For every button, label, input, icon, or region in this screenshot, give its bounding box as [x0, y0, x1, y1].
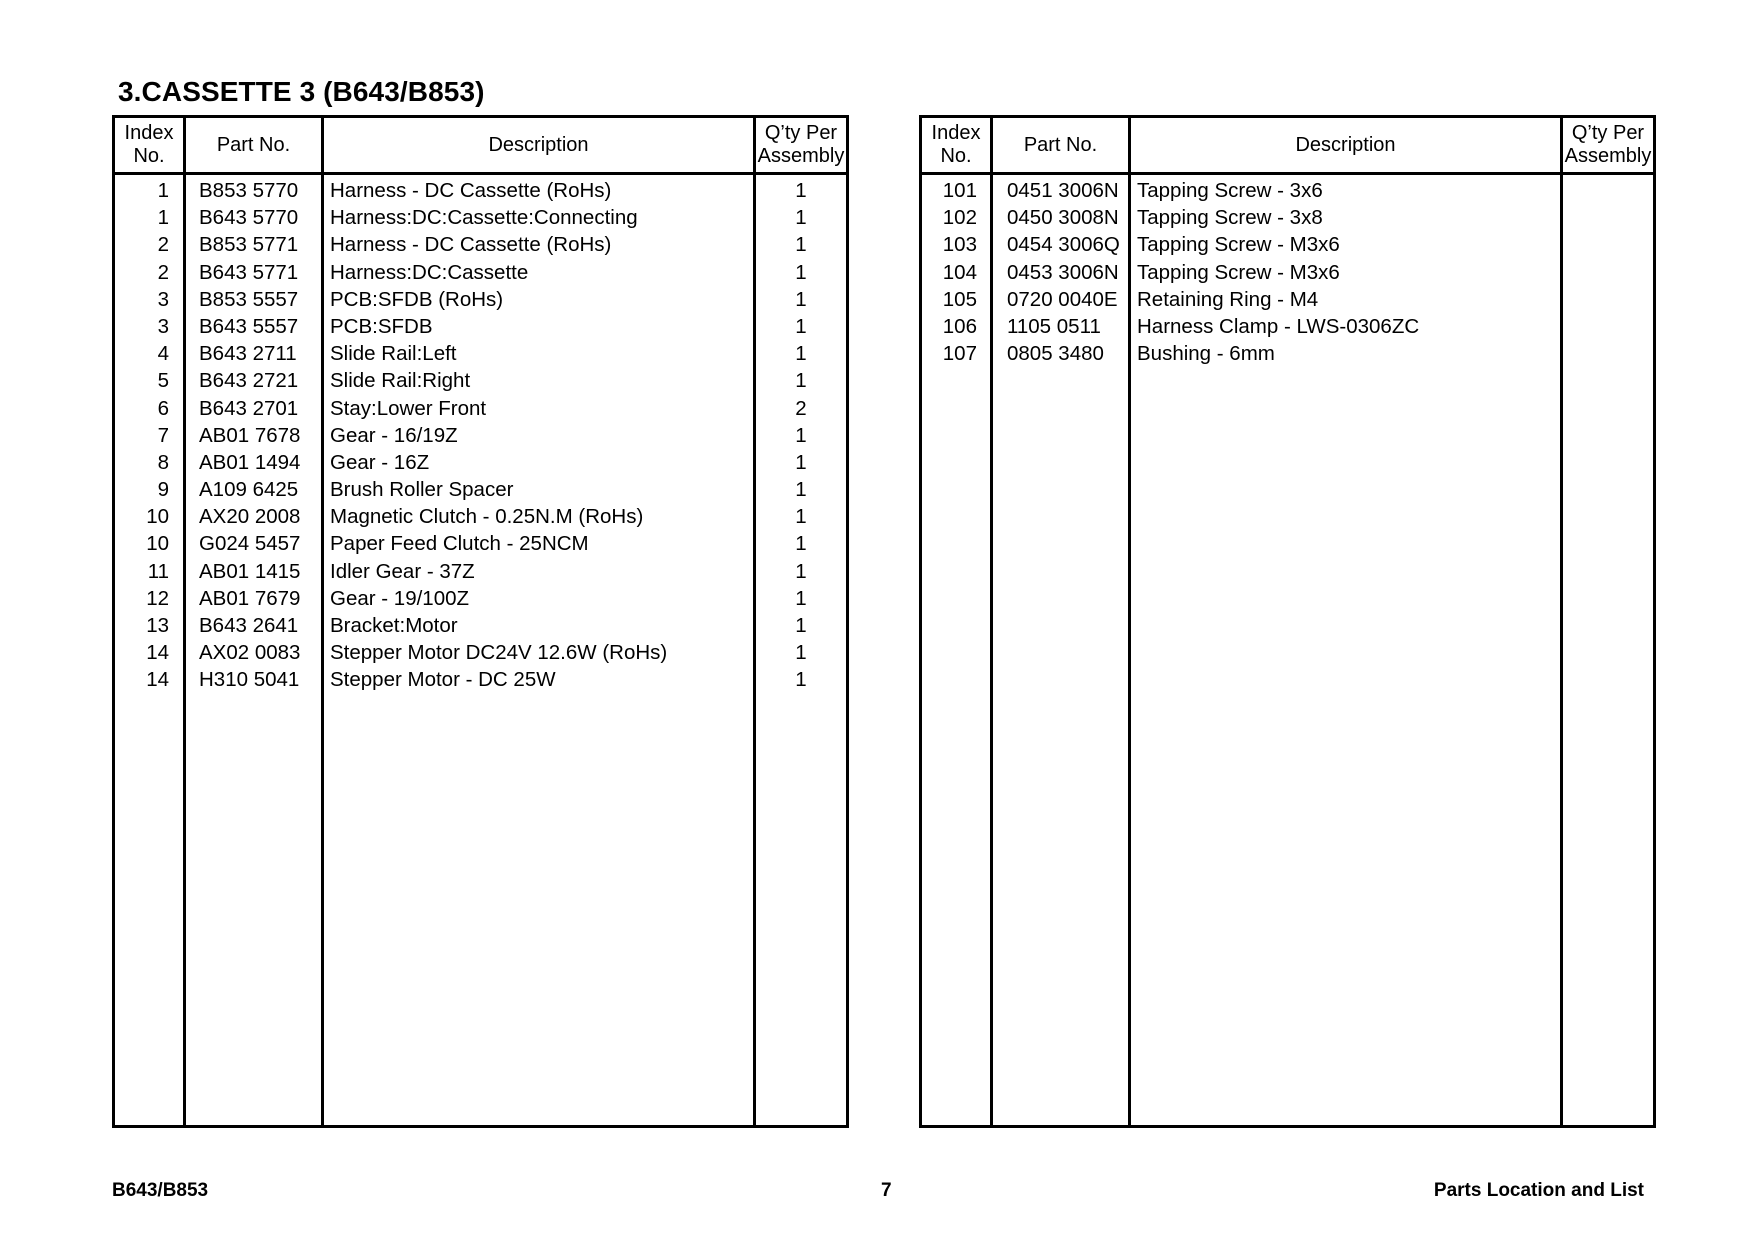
page-title: 3.CASSETTE 3 (B643/B853)	[118, 76, 485, 107]
cell-qty: 1	[795, 423, 807, 447]
cell-index: 10	[146, 532, 169, 556]
cell-description: Stepper Motor DC24V 12.6W (RoHs)	[330, 641, 668, 665]
cell-part-no: B643 5770	[199, 206, 299, 230]
cell-index: 5	[157, 369, 169, 393]
cell-index: 3	[157, 314, 169, 338]
part-no-column	[183, 175, 321, 1125]
cell-part-no: 0450 3008N	[1007, 206, 1119, 230]
cell-part-no: 0805 3480	[1007, 342, 1104, 366]
header-part-no: Part No.	[990, 118, 1128, 172]
cell-qty: 1	[795, 586, 807, 610]
cell-index: 6	[157, 396, 169, 420]
cell-qty: 1	[795, 559, 807, 583]
cell-index: 106	[942, 314, 977, 338]
cell-index: 12	[146, 586, 169, 610]
cell-index: 1	[157, 206, 169, 230]
cell-part-no: AB01 1415	[199, 559, 301, 583]
cell-description: Tapping Screw - M3x6	[1137, 260, 1340, 284]
cell-index: 101	[942, 179, 977, 202]
cell-part-no: AX02 0083	[199, 641, 301, 665]
footer-model: B643/B853	[112, 1180, 209, 1201]
cell-index: 4	[157, 342, 169, 366]
cell-part-no: B853 5771	[199, 233, 299, 257]
table-body	[922, 175, 1653, 1125]
cell-index: 13	[146, 614, 169, 637]
cell-description: Harness - DC Cassette (RoHs)	[330, 233, 612, 257]
cell-qty: 1	[795, 260, 807, 284]
cell-index: 11	[147, 559, 169, 583]
description-column	[1128, 175, 1560, 1125]
cell-part-no: AB01 7679	[199, 586, 301, 610]
cell-qty: 1	[795, 641, 807, 665]
footer-section: Parts Location and List	[1433, 1180, 1644, 1201]
cell-part-no: B853 5770	[199, 179, 299, 202]
header-description: Description	[1128, 118, 1560, 172]
cell-description: Paper Feed Clutch - 25NCM	[330, 532, 589, 556]
cell-part-no: B643 2701	[199, 396, 299, 420]
cell-part-no: AB01 1494	[199, 450, 301, 474]
cell-description: Bracket:Motor	[330, 614, 458, 637]
header-index: Index No.	[124, 122, 174, 167]
qty-column	[1560, 175, 1653, 1125]
cell-description: Stay:Lower Front	[330, 396, 487, 420]
cell-qty	[1563, 340, 1653, 367]
cell-qty: 2	[795, 396, 807, 420]
cell-part-no: 0454 3006Q	[1007, 233, 1120, 257]
cell-description: Brush Roller Spacer	[330, 478, 514, 502]
cell-qty: 1	[795, 450, 807, 474]
cell-index: 2	[157, 260, 169, 284]
cell-part-no: H310 5041	[199, 668, 300, 692]
cell-part-no: A109 6425	[199, 478, 299, 502]
cell-description: Retaining Ring - M4	[1137, 287, 1319, 311]
cell-qty: 1	[795, 478, 807, 502]
cell-description: Tapping Screw - M3x6	[1137, 233, 1340, 257]
cell-qty: 1	[795, 668, 807, 692]
cell-description: Bushing - 6mm	[1137, 342, 1275, 366]
cell-description: PCB:SFDB	[330, 314, 433, 338]
index-column	[922, 175, 990, 1125]
cell-description: Slide Rail:Right	[330, 369, 471, 393]
header-part-no: Part No.	[183, 118, 321, 172]
cell-index: 107	[942, 342, 977, 366]
part-no-column	[990, 175, 1128, 1125]
cell-part-no: AX20 2008	[199, 505, 301, 529]
header-qty: Q’ty Per Assembly	[753, 118, 846, 172]
cell-part-no: B643 5771	[199, 260, 299, 284]
cell-index: 9	[157, 478, 169, 502]
cell-description: Slide Rail:Left	[330, 342, 457, 366]
cell-qty: 1	[795, 233, 807, 257]
cell-index: 14	[146, 668, 169, 692]
cell-index: 1	[157, 179, 169, 202]
cell-part-no: AB01 7678	[199, 423, 301, 447]
cell-description: Idler Gear - 37Z	[330, 559, 475, 583]
cell-index: 2	[157, 233, 169, 257]
table-header	[115, 118, 846, 175]
table-body	[115, 175, 846, 1125]
cell-qty	[1563, 204, 1653, 231]
cell-description: Gear - 16Z	[330, 450, 430, 474]
cell-description: Harness:DC:Cassette	[330, 260, 529, 284]
cell-index: 104	[942, 260, 977, 284]
cell-qty: 1	[795, 614, 807, 637]
cell-qty: 1	[795, 287, 807, 311]
cell-description: Tapping Screw - 3x6	[1137, 179, 1323, 202]
cell-part-no: 0720 0040E	[1007, 287, 1118, 311]
header-description: Description	[321, 118, 753, 172]
cell-qty: 1	[795, 206, 807, 230]
cell-part-no: G024 5457	[199, 532, 301, 556]
header-index: Index No.	[931, 122, 981, 167]
cell-description: Stepper Motor - DC 25W	[330, 668, 556, 692]
cell-part-no: B643 2711	[199, 342, 297, 366]
cell-qty: 1	[795, 342, 807, 366]
description-column	[321, 175, 753, 1125]
cell-qty: 1	[795, 369, 807, 393]
table-header	[922, 118, 1653, 175]
cell-qty	[1563, 177, 1653, 204]
cell-qty: 1	[795, 505, 807, 529]
cell-index: 8	[157, 450, 169, 474]
parts-table-left	[112, 115, 849, 1128]
cell-index: 3	[157, 287, 169, 311]
cell-part-no: B853 5557	[199, 287, 299, 311]
cell-description: Gear - 16/19Z	[330, 423, 458, 447]
cell-description: Magnetic Clutch - 0.25N.M (RoHs)	[330, 505, 644, 529]
cell-qty: 1	[795, 179, 807, 202]
header-qty: Q’ty Per Assembly	[1560, 118, 1653, 172]
cell-qty: 1	[795, 314, 807, 338]
parts-table-right	[919, 115, 1656, 1128]
cell-qty	[1563, 313, 1653, 340]
qty-column	[753, 175, 846, 1125]
cell-qty: 1	[795, 532, 807, 556]
cell-description: PCB:SFDB (RoHs)	[330, 287, 504, 311]
cell-qty	[1563, 259, 1653, 286]
cell-part-no: 1105 0511	[1007, 314, 1101, 338]
cell-part-no: B643 2721	[199, 369, 299, 393]
cell-index: 14	[146, 641, 169, 665]
cell-part-no: B643 5557	[199, 314, 299, 338]
cell-part-no: B643 2641	[199, 614, 299, 637]
cell-description: Gear - 19/100Z	[330, 586, 470, 610]
cell-description: Harness Clamp - LWS-0306ZC	[1137, 314, 1420, 338]
cell-part-no: 0453 3006N	[1007, 260, 1119, 284]
cell-qty	[1563, 231, 1653, 258]
cell-index: 7	[157, 423, 169, 447]
cell-part-no: 0451 3006N	[1007, 179, 1119, 202]
cell-description: Tapping Screw - 3x8	[1137, 206, 1323, 230]
cell-description: Harness:DC:Cassette:Connecting	[330, 206, 638, 230]
cell-qty	[1563, 286, 1653, 313]
cell-description: Harness - DC Cassette (RoHs)	[330, 179, 612, 202]
cell-index: 103	[942, 233, 977, 257]
index-column	[115, 175, 183, 1125]
cell-index: 105	[942, 287, 977, 311]
cell-index: 102	[942, 206, 977, 230]
cell-index: 10	[146, 505, 169, 529]
footer-page-number: 7	[881, 1180, 892, 1201]
